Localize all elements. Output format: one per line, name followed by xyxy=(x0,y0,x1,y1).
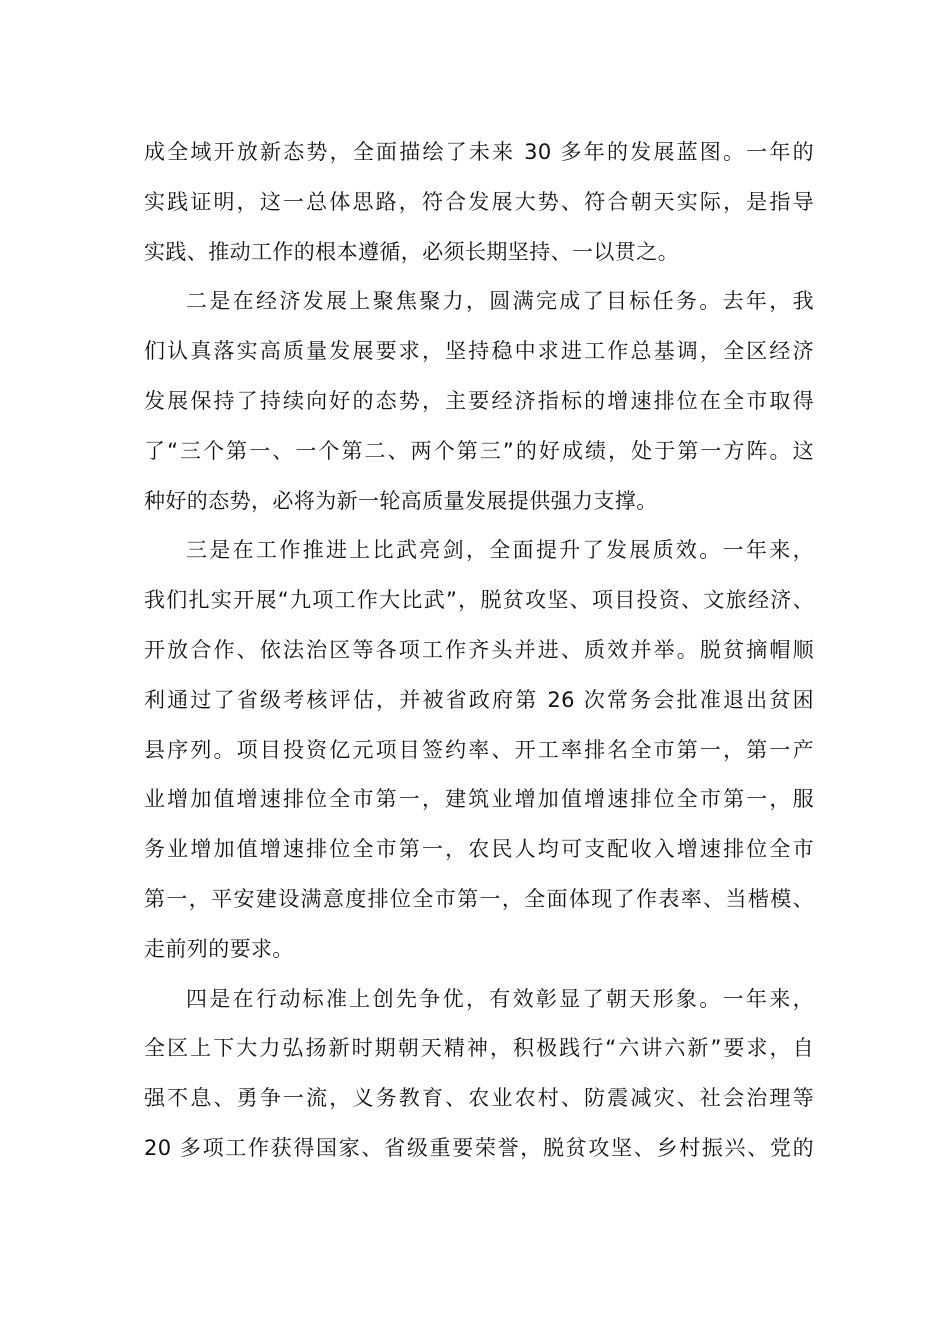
paragraph-first-line: 四是在行动标准上创先争优，有效彰显了朝天形象。一年来， xyxy=(186,986,814,1011)
text-line: 实践证明，这一总体思路，符合发展大势、符合朝天实际，是指导 xyxy=(144,189,814,214)
paragraph-first-line: 二是在经济发展上聚焦聚力，圆满完成了目标任务。去年，我 xyxy=(186,289,814,314)
text-line: 开放合作、依法治区等各项工作齐头并进、质效并举。脱贫摘帽顺 xyxy=(144,637,814,662)
text-line: 务业增加值增速排位全市第一，农民人均可支配收入增速排位全市 xyxy=(144,837,814,862)
text-line: 利通过了省级考核评估，并被省政府第 26 次常务会批准退出贫困 xyxy=(144,687,814,712)
text-line: 成全域开放新态势，全面描绘了未来 30 多年的发展蓝图。一年的 xyxy=(144,140,814,164)
body-text xyxy=(144,128,814,1174)
text-line: 实践、推动工作的根本遵循，必须长期坚持、一以贯之。 xyxy=(144,239,679,264)
text-line: 全区上下大力弘扬新时期朝天精神，积极践行“六讲六新”要求，自 xyxy=(144,1036,814,1061)
text-line: 第一，平安建设满意度排位全市第一，全面体现了作表率、当楷模、 xyxy=(144,886,814,911)
text-line: 县序列。项目投资亿元项目签约率、开工率排名全市第一，第一产 xyxy=(144,737,814,762)
text-line: 我们扎实开展“九项工作大比武”，脱贫攻坚、项目投资、文旅经济、 xyxy=(144,588,814,613)
text-line: 业增加值增速排位全市第一，建筑业增加值增速排位全市第一，服 xyxy=(144,787,814,812)
text-line: 发展保持了持续向好的态势，主要经济指标的增速排位在全市取得 xyxy=(144,388,814,413)
paragraph-first-line: 三是在工作推进上比武亮剑，全面提升了发展质效。一年来， xyxy=(186,538,814,563)
text-line: 强不息、勇争一流，义务教育、农业农村、防震减灾、社会治理等 xyxy=(144,1086,814,1111)
text-line: 种好的态势，必将为新一轮高质量发展提供强力支撑。 xyxy=(144,488,658,513)
text-line: 了“三个第一、一个第二、两个第三”的好成绩，处于第一方阵。这 xyxy=(144,438,814,463)
text-line: 20 多项工作获得国家、省级重要荣誉，脱贫攻坚、乡村振兴、党的 xyxy=(144,1135,814,1160)
text-line: 们认真落实高质量发展要求，坚持稳中求进工作总基调，全区经济 xyxy=(144,339,814,364)
text-line: 走前列的要求。 xyxy=(144,936,294,961)
